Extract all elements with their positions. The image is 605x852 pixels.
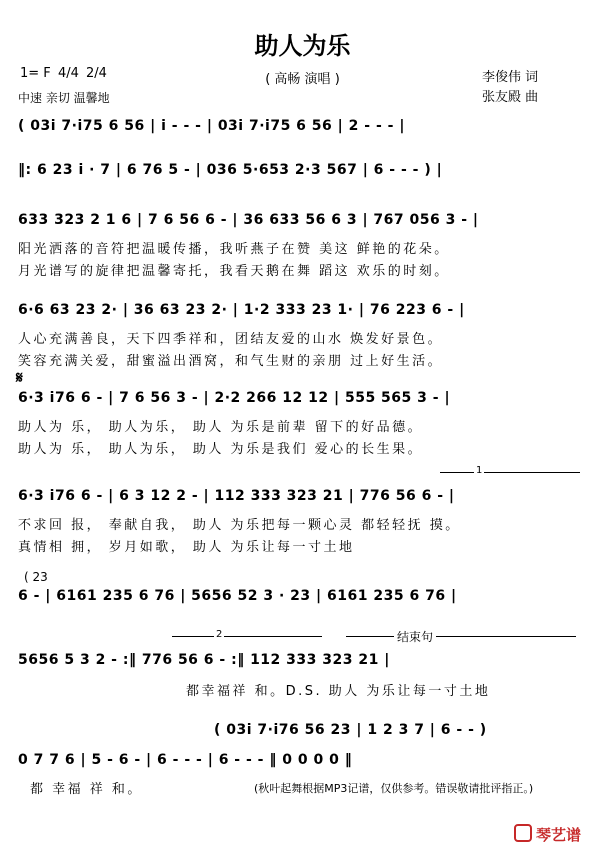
volta-1-bracket xyxy=(440,472,580,473)
score-system-6-lyric-verse-1: 不求回 报， 奉献自我， 助人 为乐把每一颗心灵 都轻轻抚 摸。 xyxy=(18,518,461,533)
score-system-9-lyric: 都 幸福 祥 和。 xyxy=(30,782,143,797)
score-system-4-notes: 6·6 63 23 2· | 36 63 23 2· | 1·2 333 23 1· | 76 223 6 - | xyxy=(18,302,465,318)
volta-2-number: 2 xyxy=(216,629,223,640)
score-system-3-lyric-verse-1: 阳光洒落的音符把温暖传播，我听燕子在赞 美这 鲜艳的花朵。 xyxy=(18,242,450,257)
score-system-5-notes: 6·3 i76 6 - | 7 6 56 3 - | 2·2 266 12 12 | 555 565 3 - | xyxy=(18,390,451,406)
volta-2-bracket xyxy=(172,636,322,637)
score-system-6-lyric-verse-2: 真情相 拥， 岁月如歌， 助人 为乐让每一寸土地 xyxy=(18,540,355,555)
fine-bracket xyxy=(346,636,576,637)
repeat-intro-notes: ( 23 xyxy=(24,570,48,584)
time-signature-2: 2/4 xyxy=(86,66,107,81)
segno-sign: 𝄋 xyxy=(16,368,23,387)
score-system-6-notes: 6·3 i76 6 - | 6 3 12 2 - | 112 333 323 21 | 776 56 6 - | xyxy=(18,488,455,504)
score-system-7-notes: 6 - | 6161 235 6 76 | 5656 52 3 · 23 | 6161 235 6 76 | xyxy=(18,588,457,604)
score-system-5-lyric-verse-2: 助人为 乐， 助人为乐， 助人 为乐是我们 爱心的长生果。 xyxy=(18,442,424,457)
fine-label: 结束句 xyxy=(394,628,436,645)
performer: ( 高畅 演唱 ) xyxy=(265,72,340,87)
score-system-9-notes: 0 7 7 6 | 5 - 6 - | 6 - - - | 6 - - - ‖ 0 0 0 0 ‖ xyxy=(18,752,353,768)
score-system-4-lyric-verse-1: 人心充满善良，天下四季祥和，团结友爱的山水 焕发好景色。 xyxy=(18,332,444,347)
coda-intro-notes: ( 03i 7·i76 56 23 | 1 2 3 7 | 6 - - ) xyxy=(214,722,487,738)
score-system-8-notes: 5656 5 3 2 - :‖ 776 56 6 - :‖ 112 333 323 21 | xyxy=(18,652,390,668)
score-system-2-notes: ‖: 6 23 i · 7 | 6 76 5 - | 036 5·653 2·3 567 | 6 - - - ) | xyxy=(18,162,443,178)
footnote: (秋叶起舞根据MP3记谱，仅供参考。错误敬请批评指正。) xyxy=(254,782,534,795)
key-signature: 1= F xyxy=(20,66,51,81)
score-system-3-notes: 633 323 2 1 6 | 7 6 56 6 - | 36 633 56 6 3 | 767 056 3 - | xyxy=(18,212,479,228)
score-system-5-lyric-verse-1: 助人为 乐， 助人为乐， 助人 为乐是前辈 留下的好品德。 xyxy=(18,420,424,435)
composer: 张友殿 曲 xyxy=(482,90,539,105)
tempo-marking: 中速 亲切 温馨地 xyxy=(18,91,110,105)
score-title: 助人为乐 xyxy=(254,32,351,60)
score-system-3-lyric-verse-2: 月光谱写的旋律把温馨寄托，我看天鹅在舞 蹈这 欢乐的时刻。 xyxy=(18,264,450,279)
time-signature-1: 4/4 xyxy=(58,66,79,81)
volta-1-number: 1 xyxy=(476,465,483,476)
qinyipu-logo-icon xyxy=(514,824,532,842)
watermark-text: 琴艺谱 xyxy=(536,826,582,844)
score-system-8-lyric: 都幸福祥 和。D.S. 助人 为乐让每一寸土地 xyxy=(186,684,491,699)
lyricist: 李俊伟 词 xyxy=(482,70,539,85)
score-system-1-notes: ( 03i 7·i75 6 56 | i - - - | 03i 7·i75 6 56 | 2 - - - | xyxy=(18,118,405,134)
score-system-4-lyric-verse-2: 笑容充满关爱，甜蜜溢出酒窝，和气生财的亲朋 过上好生活。 xyxy=(18,354,444,369)
